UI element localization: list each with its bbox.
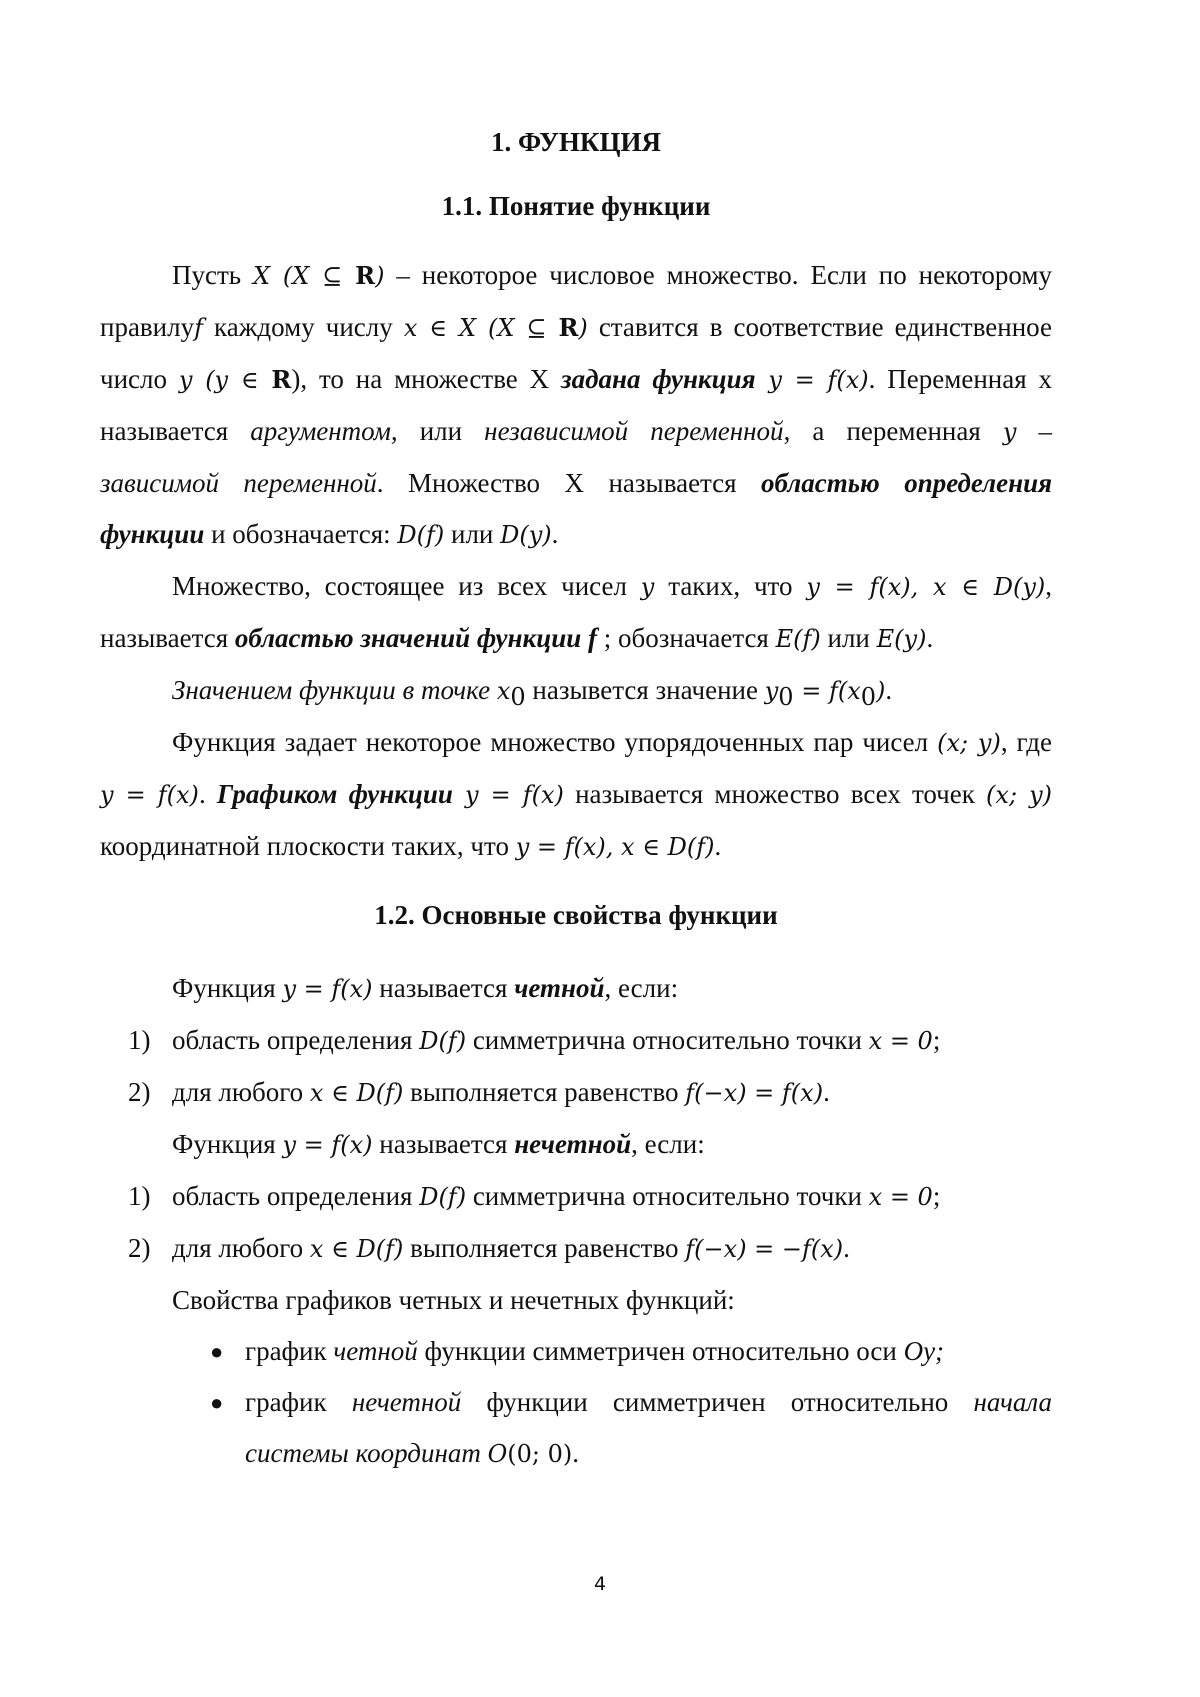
bullet-icon: ●: [210, 1390, 224, 1415]
section-heading-1-2: 1.2. Основные свойства функции: [374, 900, 778, 930]
paragraph-value-at-point: Значением функции в точке $x_0$ назывется значение $y_0 = f(x_0)$.: [172, 675, 893, 711]
list-item: 1) область определения D(f) симметрична относительно точки x = 0;: [128, 1025, 941, 1055]
paragraph-definition: Пусть X (X ⊆ R) – некоторое числовое множество. Если по некоторому правилуf каждому числу x ∈ X (X ⊆ R) ставится в соответствие единственное число y (y ∈ R), то на множестве X задана функция y = f(x). Переменная x называется аргументом, или независимой переменной, а переменная y – зависимой переменной. Множество X называется областью определения функции и обозначается: D(f) или D(y).: [100, 260, 1052, 549]
section-heading-1-1: 1.1. Понятие функции: [441, 191, 711, 221]
list-item: 1) область определения D(f) симметрична относительно точки x = 0;: [128, 1181, 941, 1211]
list-item: 2) для любого x ∈ D(f) выполняется равенство f(−x) = −f(x).: [128, 1233, 850, 1263]
paragraph-graph: Функция задает некоторое множество упорядоченных пар чисел (x; y), где y = f(x). Графиком функции y = f(x) называется множество всех точек (x; y) координатной плоскости таких, что y = f(x), x ∈ D(f).: [100, 727, 1053, 861]
paragraph-range: Множество, состоящее из всех чисел y таких, что y = f(x), x ∈ D(y), называется областью значений функции f ; обозначается E(f) или E(y).: [100, 571, 1053, 653]
odd-conditions-list: [100, 1171, 1052, 1275]
list-item: ● график четной функции симметричен относительно оси Oy;: [100, 1326, 1052, 1377]
list-item: ● график нечетной функции симметричен относительно начала системы координат O(0; 0).: [100, 1377, 1052, 1480]
paragraph-graph-properties: Свойства графиков четных и нечетных функций:: [172, 1285, 735, 1315]
page-number: 4: [593, 1573, 607, 1595]
graph-properties-list: [100, 1326, 1052, 1480]
bullet-icon: ●: [210, 1339, 224, 1364]
list-item: 2) для любого x ∈ D(f) выполняется равенство f(−x) = f(x).: [128, 1077, 830, 1107]
chapter-title: 1. ФУНКЦИЯ: [490, 127, 662, 157]
even-conditions-list: [100, 1015, 1052, 1119]
paragraph-odd-definition: Функция y = f(x) называется нечетной, если:: [172, 1129, 705, 1159]
paragraph-even-definition: Функция y = f(x) называется четной, если:: [172, 973, 679, 1003]
